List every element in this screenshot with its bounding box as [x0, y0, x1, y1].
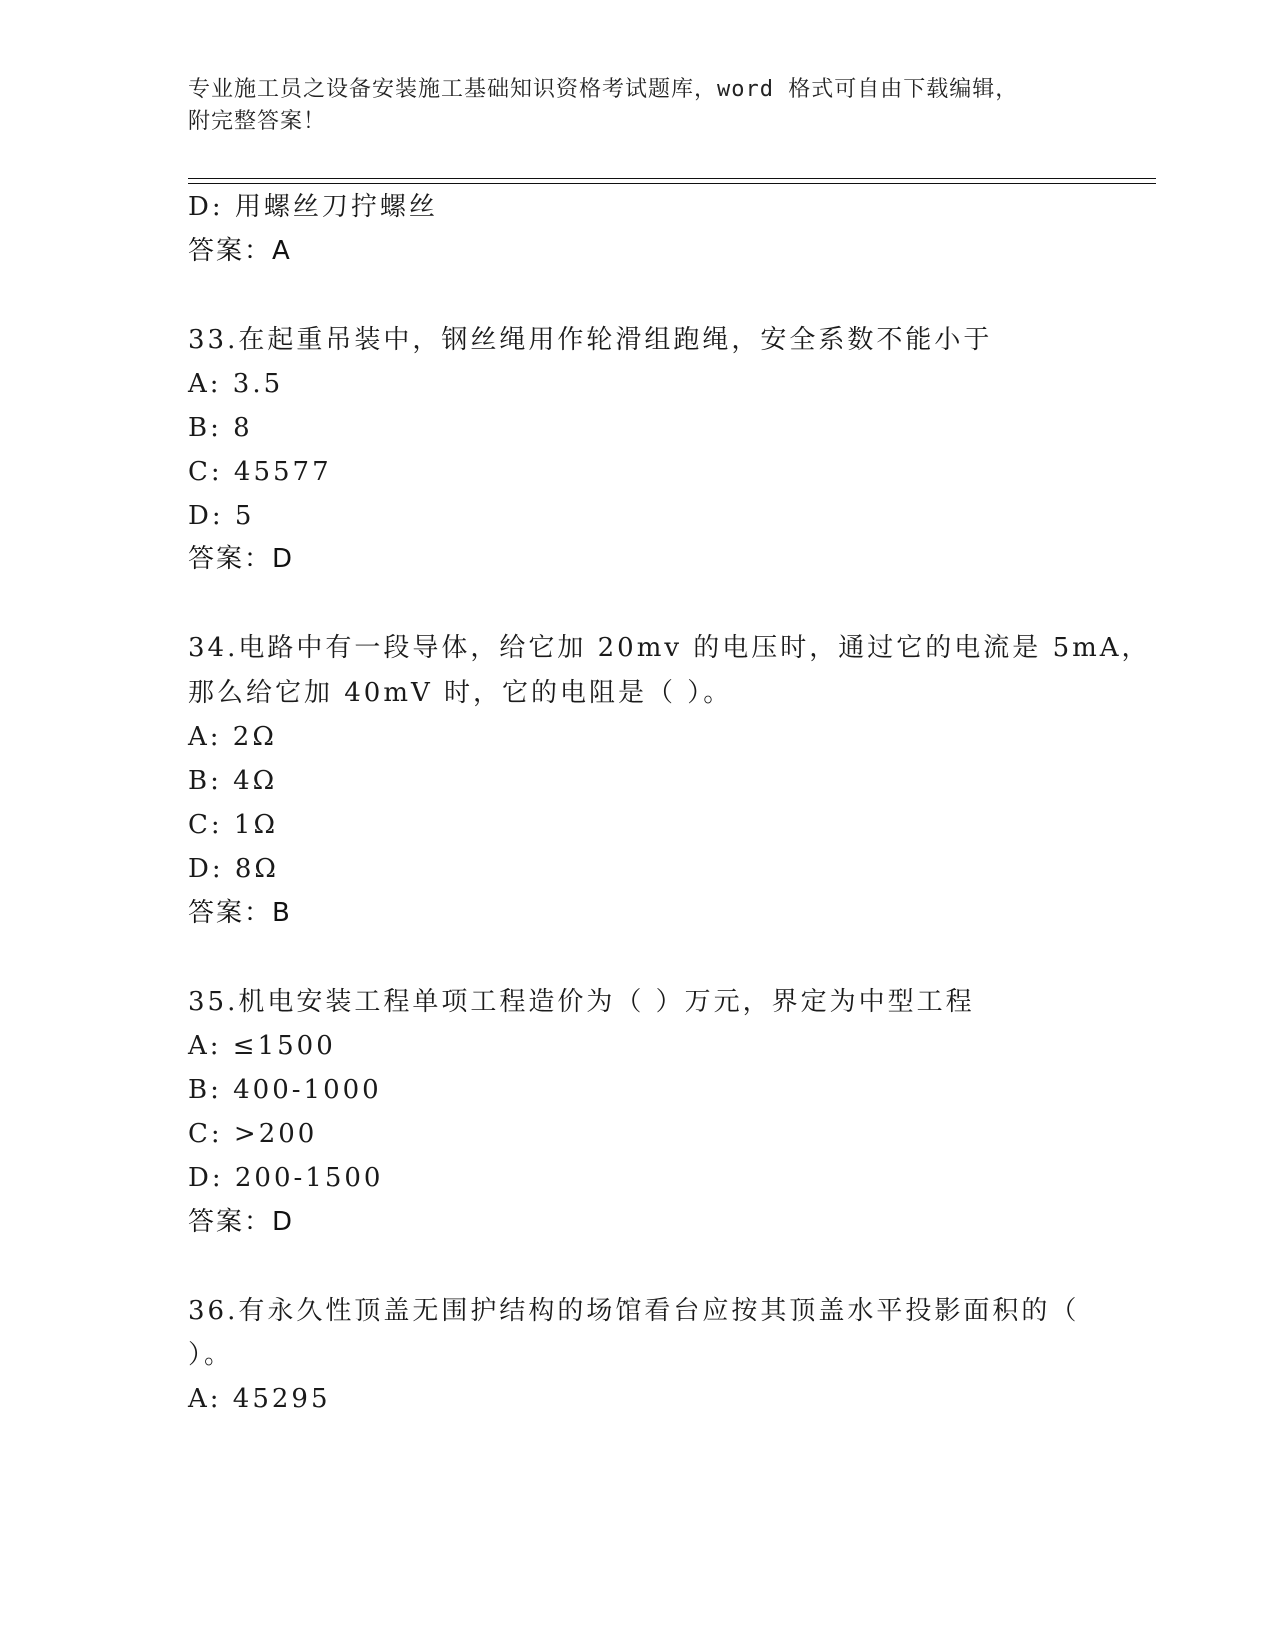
answer-line: 答案：B: [188, 898, 292, 928]
document-header: [188, 74, 1068, 138]
option-line: D: 200-1500: [188, 1163, 384, 1193]
option-line: D: 用螺丝刀拧螺丝: [188, 192, 438, 222]
question-line: 那么给它加 40mV 时，它的电阻是（ ）。: [188, 678, 733, 708]
option-line: A: 45295: [188, 1384, 331, 1414]
answer-line: 答案：D: [188, 1207, 295, 1237]
header-line-1: 专业施工员之设备安装施工基础知识资格考试题库，word 格式可自由下载编辑，: [188, 77, 1019, 102]
option-line: B: 400-1000: [188, 1075, 382, 1105]
option-line: A: ≤1500: [188, 1031, 336, 1061]
header-divider-bottom: [188, 183, 1156, 184]
option-line: D: 5: [188, 501, 255, 531]
question-line: 35.机电安装工程单项工程造价为（ ）万元，界定为中型工程: [188, 987, 975, 1017]
header-line-2: 附完整答案！: [188, 109, 327, 134]
option-line: A: 3.5: [188, 369, 284, 399]
answer-line: 答案：A: [188, 236, 292, 266]
option-line: C: 45577: [188, 457, 332, 487]
option-line: B: 4Ω: [188, 766, 278, 796]
header-divider-top: [188, 178, 1156, 179]
question-line: 33.在起重吊装中，钢丝绳用作轮滑组跑绳，安全系数不能小于: [188, 325, 993, 355]
option-line: D: 8Ω: [188, 854, 279, 884]
option-line: B: 8: [188, 413, 253, 443]
answer-line: 答案：D: [188, 544, 295, 574]
question-line: ）。: [188, 1340, 234, 1370]
option-line: C: 1Ω: [188, 810, 279, 840]
option-line: A: 2Ω: [188, 722, 277, 752]
question-line: 36.有永久性顶盖无围护结构的场馆看台应按其顶盖水平投影面积的（: [188, 1296, 1080, 1326]
option-line: C: >200: [188, 1119, 318, 1149]
question-line: 34.电路中有一段导体，给它加 20mv 的电压时，通过它的电流是 5mA，: [188, 633, 1151, 663]
